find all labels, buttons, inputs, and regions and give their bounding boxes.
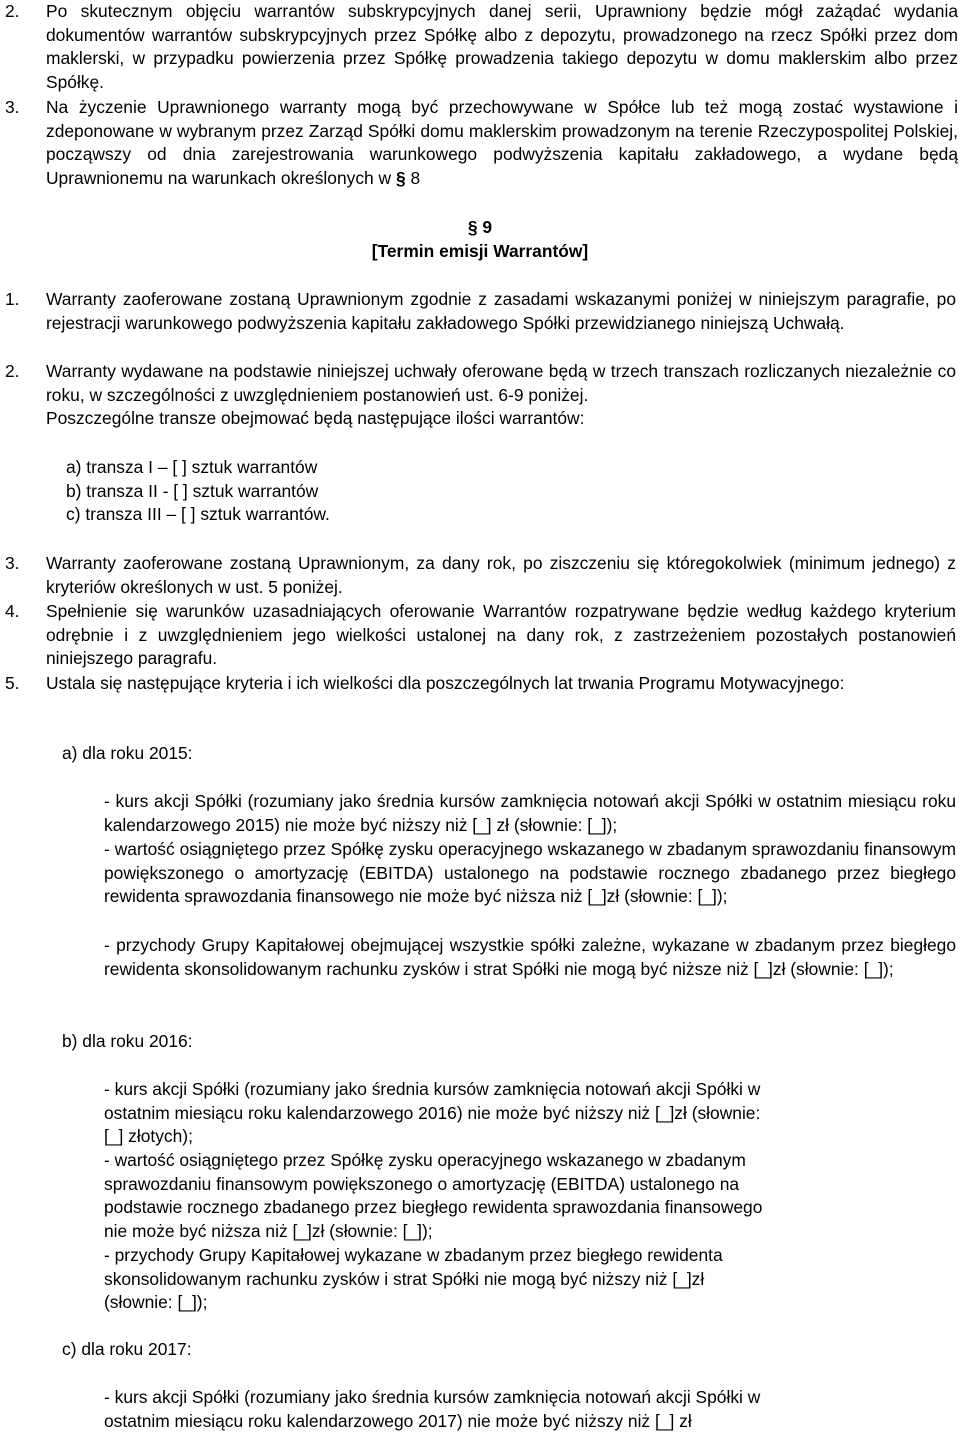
year-label: a) dla roku 2015:	[62, 743, 193, 763]
year-label: b) dla roku 2016:	[62, 1031, 193, 1051]
criterion-line: - przychody Grupy Kapitałowej wykazane w zbadanym przez biegłego rewidenta	[104, 1245, 723, 1265]
tranche-list	[66, 456, 330, 527]
paragraph	[46, 96, 958, 191]
item-number: 3.	[5, 97, 20, 117]
criterion-line: podstawie rocznego zbadanego przez biegłego rewidenta sprawozdania finansowego	[104, 1197, 763, 1218]
criterion-line: - wartość osiągniętego przez Spółkę zysku operacyjnego wskazanego w zbadanym	[104, 1150, 746, 1170]
paragraph: Po skutecznym objęciu warrantów subskrypcyjnych danej serii, Uprawniony będzie mógł zażądać wydania dokumentów warrantów subskrypcyjnych przez Spółkę albo z depozytu, prowadzonego na rzecz Spółki przez dom maklerski, w przypadku powierzenia przez Spółkę prowadzenia takiego depozytu w domu maklerskim albo przez Spółkę.	[46, 1, 958, 93]
paragraph-text: Poszczególne transze obejmować będą następujące ilości warrantów:	[46, 408, 585, 429]
item-number: 1.	[5, 289, 20, 309]
paragraph: Spełnienie się warunków uzasadniających oferowanie Warrantów rozpatrywane będzie według każdego kryterium odrębnie i z uwzględnieniem jego wielkości ustalonej na dany rok, z zastrzeżeniem pozostałych postanowień niniejszego paragrafu.	[46, 601, 956, 669]
criterion: - kurs akcji Spółki (rozumiany jako średnia kursów zamknięcia notowań akcji Spółki w ostatnim miesiącu roku kalendarzowego 2015) nie może być niższy niż [_] zł (słownie: [_]);	[104, 791, 956, 835]
paragraph: Warranty zaoferowane zostaną Uprawnionym zgodnie z zasadami wskazanymi poniżej w niniejszym paragrafie, po rejestracji warunkowego podwyższenia kapitału zakładowego Spółki przewidzianego niniejszą Uchwałą.	[46, 289, 956, 333]
year-label: c) dla roku 2017:	[62, 1339, 192, 1359]
paragraph: Ustala się następujące kryteria i ich wielkości dla poszczególnych lat trwania Programu Motywacyjnego:	[46, 673, 845, 693]
criterion: - przychody Grupy Kapitałowej obejmującej wszystkie spółki zależne, wykazane w zbadanym przez biegłego rewidenta skonsolidowanym rachunku zysków i strat Spółki nie mogą być niższe niż [_]zł (słownie: [_]);	[104, 935, 956, 979]
criterion-line: nie może być niższa niż [_]zł (słownie: [_]);	[104, 1221, 433, 1242]
section-symbol: §	[395, 168, 406, 189]
criterion: - wartość osiągniętego przez Spółkę zysku operacyjnego wskazanego w zbadanym sprawozdaniu finansowym powiększonego o amortyzację (EBITDA) ustalonego na podstawie rocznego zbadanego przez biegłego rewidenta sprawozdania finansowego nie może być niższa niż [_]zł (słownie: [_]);	[104, 839, 956, 907]
paragraph-text: Warranty wydawane na podstawie niniejszej uchwały oferowane będą w trzech transzach rozliczanych niezależnie co roku, w szczególności z uwzględnieniem postanowień ust. 6-9 poniżej.	[46, 361, 956, 405]
paragraph: Warranty zaoferowane zostaną Uprawnionym, za dany rok, po ziszczeniu się któregokolwiek (minimum jednego) z kryteriów określonych w ust. 5 poniżej.	[46, 553, 956, 597]
section-number	[0, 216, 960, 240]
paragraph	[46, 360, 956, 431]
criterion-line: [_] złotych);	[104, 1126, 193, 1147]
criterion-line: ostatnim miesiącu roku kalendarzowego 2017) nie może być niższy niż [_] zł	[104, 1410, 692, 1431]
criterion-line: - kurs akcji Spółki (rozumiany jako średnia kursów zamknięcia notowań akcji Spółki w	[104, 1079, 761, 1099]
list-item: c) transza III – [ ] sztuk warrantów.	[66, 504, 330, 525]
list-item: a) transza I – [ ] sztuk warrantów	[66, 457, 318, 477]
criterion	[104, 1386, 956, 1433]
list-item: b) transza II - [ ] sztuk warrantów	[66, 480, 319, 501]
criterion-line: (słownie: [_]);	[104, 1292, 208, 1313]
item-number: 2.	[5, 1, 20, 21]
criterion	[104, 1149, 956, 1244]
criterion-line: sprawozdaniu finansowym powiększonego o amortyzację (EBITDA) ustalonego na	[104, 1173, 740, 1194]
item-number: 2.	[5, 361, 20, 381]
criterion-line: - kurs akcji Spółki (rozumiany jako średnia kursów zamknięcia notowań akcji Spółki w	[104, 1387, 761, 1407]
criterion-line: ostatnim miesiącu roku kalendarzowego 2016) nie może być niższy niż [_]zł (słownie:	[104, 1102, 761, 1123]
section-symbol: §	[467, 217, 478, 237]
section-reference: 8	[410, 168, 421, 189]
item-number: 5.	[5, 673, 20, 693]
criterion	[104, 1078, 956, 1149]
section-number-value: 9	[482, 217, 493, 237]
item-number: 3.	[5, 553, 20, 573]
item-number: 4.	[5, 601, 20, 621]
section-heading: [Termin emisji Warrantów]	[371, 241, 589, 261]
criterion	[104, 1244, 956, 1315]
criterion-line: skonsolidowanym rachunku zysków i strat Spółki nie mogą być niższy niż [_]zł	[104, 1268, 705, 1289]
paragraph-text: Na życzenie Uprawnionego warranty mogą być przechowywane w Spółce lub też mogą zostać wystawione i zdeponowane w wybranym przez Zarząd Spółki domu maklerskim prowadzonym na terenie Rzeczypospolitej Polskiej, począwszy od dnia zarejestrowania warunkowego podwyższenia kapitału zakładowego, a wydane będą Uprawnionemu na warunkach określonych w	[46, 97, 958, 189]
